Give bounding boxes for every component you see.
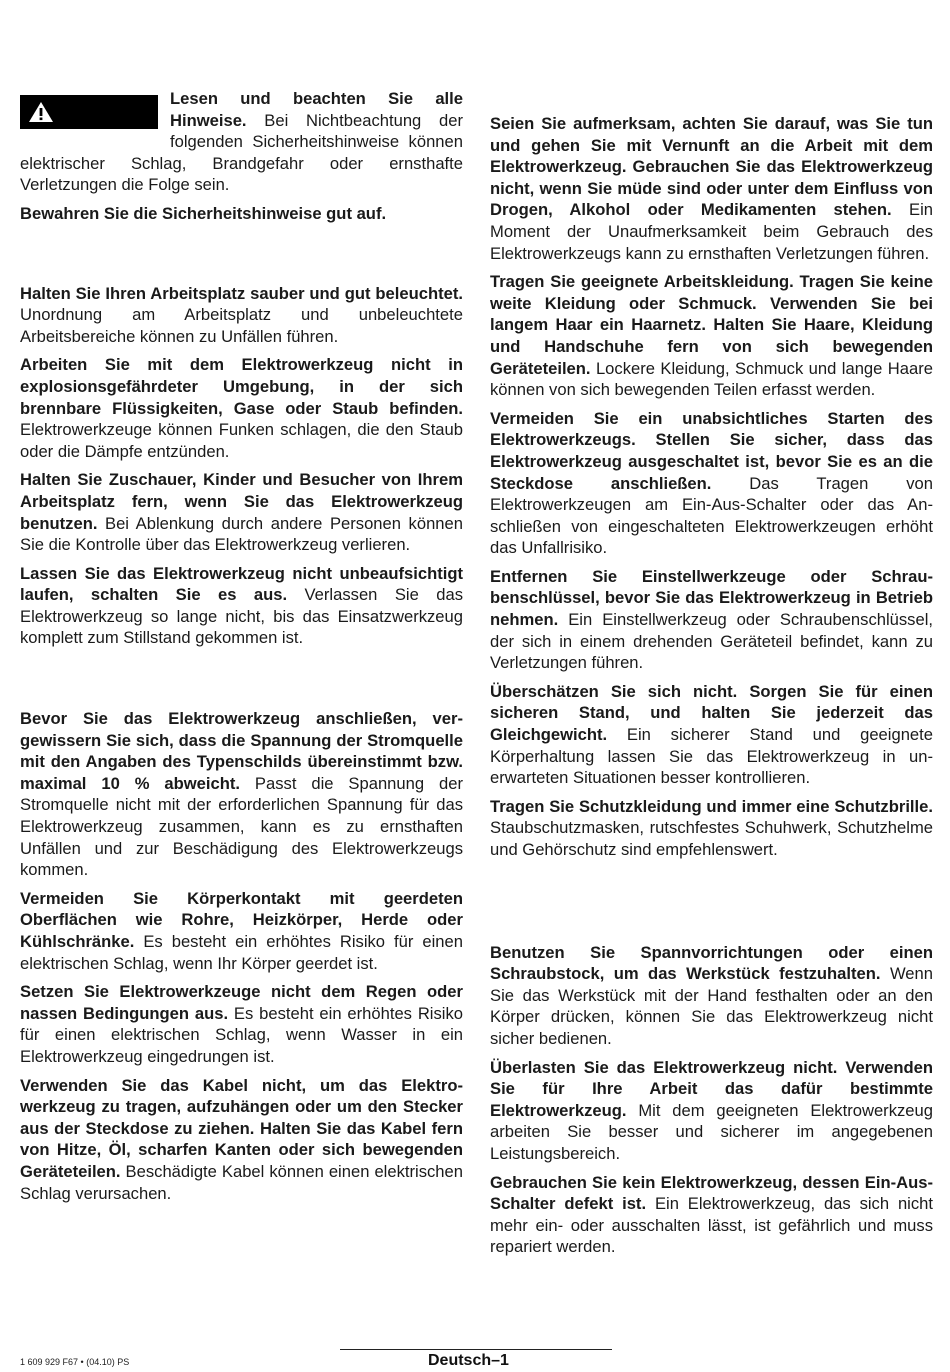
paragraph-keep-instructions: Bewahren Sie die Sicherheitshinweise gut auf.	[20, 203, 387, 223]
paragraph-attentive: Seien Sie aufmerksam, achten Sie darauf, was Sie tun und gehen Sie mit Vernunft an die Arbeit mit dem Elektrowerkzeug. Gebrauchen Sie das Elektrowerkzeug nicht, wenn Sie müde sind oder unter dem Einfluss von Drogen, Alkohol oder Medikamenten stehen. Ein Moment der Unaufmerksamkeit beim Gebrauch des Elektrowerkzeugs kann zu ernsthaften Verletzungen führen.	[490, 114, 933, 263]
left-column	[20, 88, 463, 1211]
paragraph-read-instructions: Lesen und beachten Sie alle Hinweise. Bei Nichtbeachtung der folgenden Sicherheitshinweise können elektrischer Schlag, Brandgefahr oder ernsthafte Verletzungen die Folge sein.	[20, 89, 463, 195]
warning-triangle-icon	[28, 101, 54, 123]
document-code: 1 609 929 F67 • (04.10) PS	[20, 1357, 130, 1367]
paragraph-voltage-check: Bevor Sie das Elektrowerkzeug anschließen, vergewissern Sie sich, dass die Spannung der Stromquelle mit den Angaben des Typenschilds übereinstimmt bzw. maximal 10 % abweicht. Passt die Spannung der Stromquelle nicht mit der erforderlichen Spannung für das Elektrowerkzeug zusammen, kann es zu ernsthaften Unfällen und zur Beschädigung des Elektrowerkzeugs kommen.	[20, 709, 463, 880]
warning-label	[20, 95, 158, 129]
page-number: Deutsch–1	[428, 1352, 509, 1369]
paragraph-grounded-surfaces: Vermeiden Sie Körperkontakt mit geerdeten Oberflächen wie Rohre, Heizkörper, Herde oder Kühlschränke. Es besteht ein erhöhtes Risiko für einen elektrischen Schlag, wenn Ihr Körper geerdet ist.	[20, 888, 463, 973]
paragraph-stance: Überschätzen Sie sich nicht. Sorgen Sie für einen sicheren Stand, und halten Sie jederzeit das Gleichgewicht. Ein sicherer Stand und geeignete Körperhaltung lassen Sie das Elektrowerkzeug in unerwarteten Situationen besser kontrollieren.	[490, 681, 933, 788]
paragraph-rain: Setzen Sie Elektrowerkzeuge nicht dem Regen oder nassen Bedingungen aus. Es besteht ein erhöhtes Risiko für einen elektrischen Schlag, wenn Wasser in ein Elektrowerkzeug eingedrungen ist.	[20, 982, 464, 1066]
paragraph-remove-tools: Entfernen Sie Einstellwerkzeuge oder Schraubenschlüssel, bevor Sie das Elektrowerkzeug in Betrieb nehmen. Ein Einstellwerkzeug oder Schraubenschlüssel, der sich in einem drehenden Geräteteil befindet, kann zu Verletzungen führen.	[490, 566, 933, 673]
paragraph-cable: Verwenden Sie das Kabel nicht, um das Elektrowerkzeug zu tragen, aufzuhängen oder um den Stecker aus der Steckdose zu ziehen. Halten Sie das Kabel fern von Hitze, Öl, scharfen Kanten oder sich bewegenden Geräteteilen. Beschädigte Kabel können einen elektrischen Schlag verursachen.	[20, 1075, 463, 1203]
paragraph-defective-switch: Gebrauchen Sie kein Elektrowerkzeug, dessen Ein-Aus-Schalter defekt ist. Ein Elektrowerkzeug, das sich nicht mehr ein- oder ausschalten lässt, ist gefährlich und muss repariert werden.	[490, 1172, 933, 1257]
paragraph-clamping: Benutzen Sie Spannvorrichtungen oder einen Schraubstock, um das Werkstück festzuhalten. Wenn Sie das Werkstück mit der Hand festhalten oder an den Körper drücken, können Sie das Elektrowerkzeug nicht sicher bedienen.	[490, 942, 933, 1048]
paragraph-overload: Überlasten Sie das Elektrowerkzeug nicht. Verwenden Sie für Ihre Arbeit das dafür bestimmte Elektrowerkzeug. Mit dem geeigneten Elektrowerkzeug arbeiten Sie besser und sicherer im angegebenen Leistungsbereich.	[490, 1057, 933, 1163]
paragraph-workplace-clean: Halten Sie Ihren Arbeitsplatz sauber und gut beleuchtet. Unordnung am Arbeitsplatz und unbeleuchtete Arbeitsbereiche können zu Unfällen führen.	[20, 283, 463, 346]
right-column	[490, 113, 933, 1265]
paragraph-clothing: Tragen Sie geeignete Arbeitskleidung. Tragen Sie keine weite Kleidung oder Schmuck. Verwenden Sie bei langem Haar ein Haarnetz. Halten Sie Haare, Kleidung und Handschuhe fern von sich bewegenden Geräteteilen. Lockere Kleidung, Schmuck und lange Haare können von sich bewegenden Teilen erfasst werden.	[490, 272, 933, 400]
spacer	[20, 656, 463, 708]
paragraph-unattended: Lassen Sie das Elektrowerkzeug nicht unbeaufsichtigt laufen, schalten Sie es aus. Verlassen Sie das Elektrowerkzeug so lange nicht, bis das Einsatzwerkzeug komplett zum Stillstand gekommen ist.	[20, 563, 463, 648]
paragraph-unintended-start: Vermeiden Sie ein unabsichtliches Starten des Elektrowerkzeugs. Stellen Sie sicher, dass das Elektrowerkzeug ausgeschaltet ist, bevor Sie es an die Steckdose anschließen. Das Tragen von Elektrowerkzeugen am Ein-Aus-Schalter oder das Anschließen von eingeschalteten Elektrowerkzeugen erhöht das Unfallrisiko.	[490, 408, 933, 558]
spacer	[20, 232, 463, 283]
spacer	[490, 868, 933, 942]
paragraph-bystanders: Halten Sie Zuschauer, Kinder und Besucher von Ihrem Arbeitsplatz fern, wenn Sie das Elektrowerkzeug benutzen. Bei Ablenkung durch andere Personen können Sie die Kontrolle über das Elektrowerkzeug verlieren.	[20, 470, 463, 555]
paragraph-protective-gear: Tragen Sie Schutzkleidung und immer eine Schutzbrille. Staubschutzmasken, rutschfestes Schuhwerk, Schutzhelme und Gehörschutz sind empfehlenswert.	[490, 796, 933, 859]
footer-divider	[340, 1349, 612, 1350]
paragraph-explosive-environment: Arbeiten Sie mit dem Elektrowerkzeug nicht in explosionsgefährdeter Umgebung, in der sich brennbare Flüssigkeiten, Gase oder Staub befinden. Elektrowerkzeuge können Funken schlagen, die den Staub oder die Dämpfe entzünden.	[20, 355, 463, 461]
